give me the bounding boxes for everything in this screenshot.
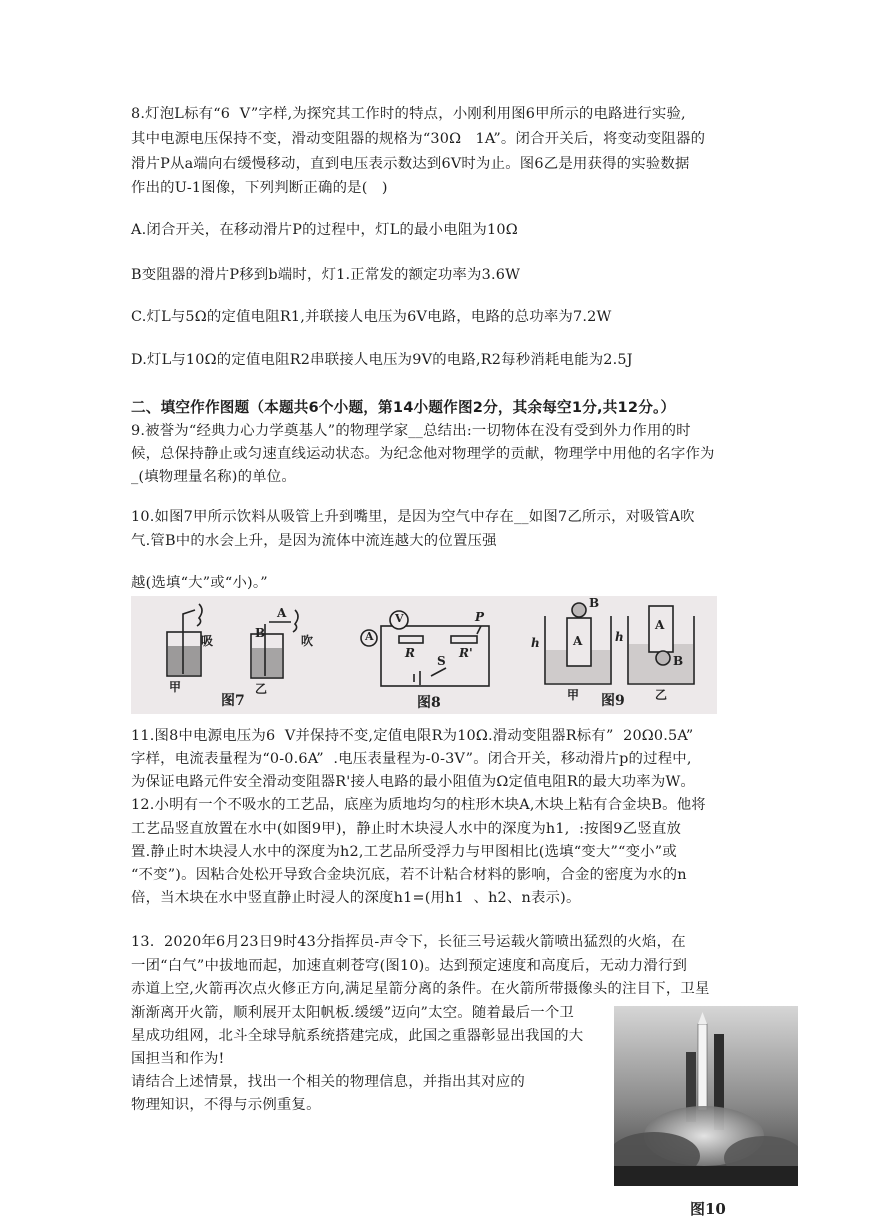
q8-line-4: 作出的U-1图像，下列判断正确的是( ) bbox=[131, 180, 388, 196]
q11-line-3: 为保证电路元件安全滑动变阻器R'接人电路的最小阻值为Ω定值电阻R的最大功率为W。 bbox=[131, 774, 696, 790]
q12-line-2: 工艺品竖直放置在水中(如图9甲)，静止时木块浸人水中的深度为h1, :按图9乙竖直放 bbox=[131, 821, 682, 837]
q10-line-1: 10.如图7甲所示饮料从吸管上升到嘴里，是因为空气中存在__如图7乙所示，对吸管A吹 bbox=[131, 509, 695, 525]
q13-line-8: 物理知识，不得与示例重复。 bbox=[131, 1097, 321, 1113]
fig8-v-label: V bbox=[395, 612, 404, 625]
q12-line-4: “不变”)。因粘合处松开导致合金块沉底，若不计粘合材料的影响，合金的密度为水的n bbox=[131, 867, 687, 883]
q8-option-c: C.灯L与5Ω的定值电阻R1,并联接人电压为6V电路，电路的总功率为7.2W bbox=[131, 309, 612, 325]
fig9-a2-label: A bbox=[655, 618, 665, 632]
fig8-rheostat bbox=[451, 636, 477, 643]
fig7-yi-label: 乙 bbox=[255, 682, 268, 696]
fig8-p-label: P bbox=[475, 610, 485, 624]
fig9-jia-block-b bbox=[572, 603, 586, 617]
fig8-r-label: R bbox=[405, 646, 415, 660]
fig8-a-label: A bbox=[365, 630, 374, 643]
fig9-b2-label: B bbox=[673, 654, 684, 668]
q12-line-3: 置.静止时木块浸人水中的深度为h2,工艺品所受浮力与甲图相比(选填“变大”“变小”或 bbox=[131, 844, 677, 860]
fig8-label: 图8 bbox=[417, 695, 441, 711]
q8-line-2: 其中电源电压保持不变，滑动变阻器的规格为“30Ω 1A”。闭合开关后，将变动变阻器的 bbox=[131, 131, 706, 147]
fig9-b1-label: B bbox=[589, 596, 600, 610]
fig8-resistor-r bbox=[399, 636, 423, 643]
q8-line-1: 8.灯泡L标有“6 V”字样,为探究其工作时的特点，小刚利用图6甲所示的电路进行实验, bbox=[131, 106, 686, 122]
rocket-launch-photo bbox=[614, 1006, 798, 1186]
q8-option-a: A.闭合开关，在移动滑片P的过程中，灯L的最小电阻为10Ω bbox=[131, 222, 518, 238]
q12-line-1: 12.小明有一个不吸水的工艺品，底座为质地均匀的柱形木块A,木块上粘有合金块B。他将 bbox=[131, 797, 706, 813]
section-heading: 二、填空作作图题（本题共6个小题，第14小题作图2分，其余每空1分,共12分。） bbox=[131, 399, 676, 416]
fig9-label: 图9 bbox=[601, 693, 625, 709]
fig7-yi-liquid bbox=[252, 648, 282, 677]
fig8-battery bbox=[414, 671, 420, 685]
fig7-jia-mouth bbox=[197, 604, 202, 626]
fig7-a-label: A bbox=[277, 606, 287, 620]
q13-line-6: 国担当和作为! bbox=[131, 1051, 225, 1067]
q10-line-2: 气.管B中的水会上升，是因为流体中流连越大的位置压强 bbox=[131, 533, 497, 549]
figures-7-8-9 bbox=[131, 596, 717, 714]
q13-line-7: 请结合上述情景，找出一个相关的物理信息，并指出其对应的 bbox=[131, 1074, 525, 1090]
fig9-h2-label: h bbox=[615, 630, 624, 644]
fig7-b-label: B bbox=[255, 626, 266, 640]
fig7-label: 图7 bbox=[221, 693, 245, 709]
fig10-label: 图10 bbox=[690, 1200, 726, 1218]
rocket-launch-drawing bbox=[614, 1006, 798, 1186]
q9-line-3: _(填物理量名称)的单位。 bbox=[131, 469, 296, 485]
fig9-yi-label: 乙 bbox=[655, 688, 668, 702]
q10-line-3: 越(选填“大”或“小)。” bbox=[131, 575, 268, 591]
fig8-rprime-label: R' bbox=[459, 646, 473, 660]
fig8-s-label: S bbox=[437, 654, 446, 668]
fig7-chui-label: 吹 bbox=[301, 634, 314, 648]
q8-line-3: 滑片P从a端向右缓慢移动，直到电压表示数达到6V时为止。图6乙是用获得的实验数据 bbox=[131, 156, 690, 172]
fig7-jia-liquid bbox=[168, 646, 200, 675]
q13-line-2: 一团“白气”中拔地而起，加速直刺苍穹(图10)。达到预定速度和高度后，无动力滑行到 bbox=[131, 958, 688, 974]
fig9-yi-block-b bbox=[656, 651, 670, 665]
fig9-h1-label: h bbox=[531, 636, 540, 650]
fig9-jia-label: 甲 bbox=[567, 688, 580, 702]
fig7-yi-mouth bbox=[293, 610, 298, 632]
q13-line-5: 星成功组网，北斗全球导航系统搭建完成，此国之重器彰显出我国的大 bbox=[131, 1028, 584, 1044]
q8-option-d: D.灯L与10Ω的定值电阻R2串联接人电压为9V的电路,R2每秒消耗电能为2.5J bbox=[131, 352, 633, 368]
q8-option-b: B变阻器的滑片P移到b端时，灯1.正常发的额定功率为3.6W bbox=[131, 267, 521, 283]
q13-line-4: 渐渐离开火箭，顺利展开太阳帆板.缓缓”迈向”太空。随着最后一个卫 bbox=[131, 1005, 575, 1021]
q9-line-2: 候，总保持静止或匀速直线运动状态。为纪念他对物理学的贡献，物理学中用他的名字作为 bbox=[131, 446, 715, 462]
q9-line-1: 9.被誉为“经典力心力学奠基人”的物理学家__总结出:一切物体在没有受到外力作用的时 bbox=[131, 423, 691, 439]
fig8-switch bbox=[431, 668, 446, 676]
fig8-slider bbox=[477, 626, 481, 634]
q12-line-5: 倍，当木块在水中竖直静止时浸人的深度h1=(用h1 、h2、n表示)。 bbox=[131, 890, 581, 906]
q11-line-1: 11.图8中电源电压为6 V并保持不变,定值电限R为10Ω.滑动变阻器R标有” 20Ω0.5A” bbox=[131, 728, 694, 744]
q13-line-1: 13. 2020年6月23日9时43分指挥员-声令下，长征三号运载火箭喷出猛烈的火焰，在 bbox=[131, 934, 686, 950]
fig9-a1-label: A bbox=[573, 634, 583, 648]
q11-line-2: 字样，电流表量程为“0-0.6A” .电压表量程为-0-3V”。闭合开关，移动滑片p的过程中, bbox=[131, 751, 692, 767]
q13-line-3: 赤道上空,火箭再次点火修正方向,满足星箭分离的条件。在火箭所带摄像头的注目下，卫星 bbox=[131, 981, 710, 997]
fig7-xi-label: 吸 bbox=[201, 634, 214, 648]
fig7-jia-label: 甲 bbox=[169, 680, 182, 694]
